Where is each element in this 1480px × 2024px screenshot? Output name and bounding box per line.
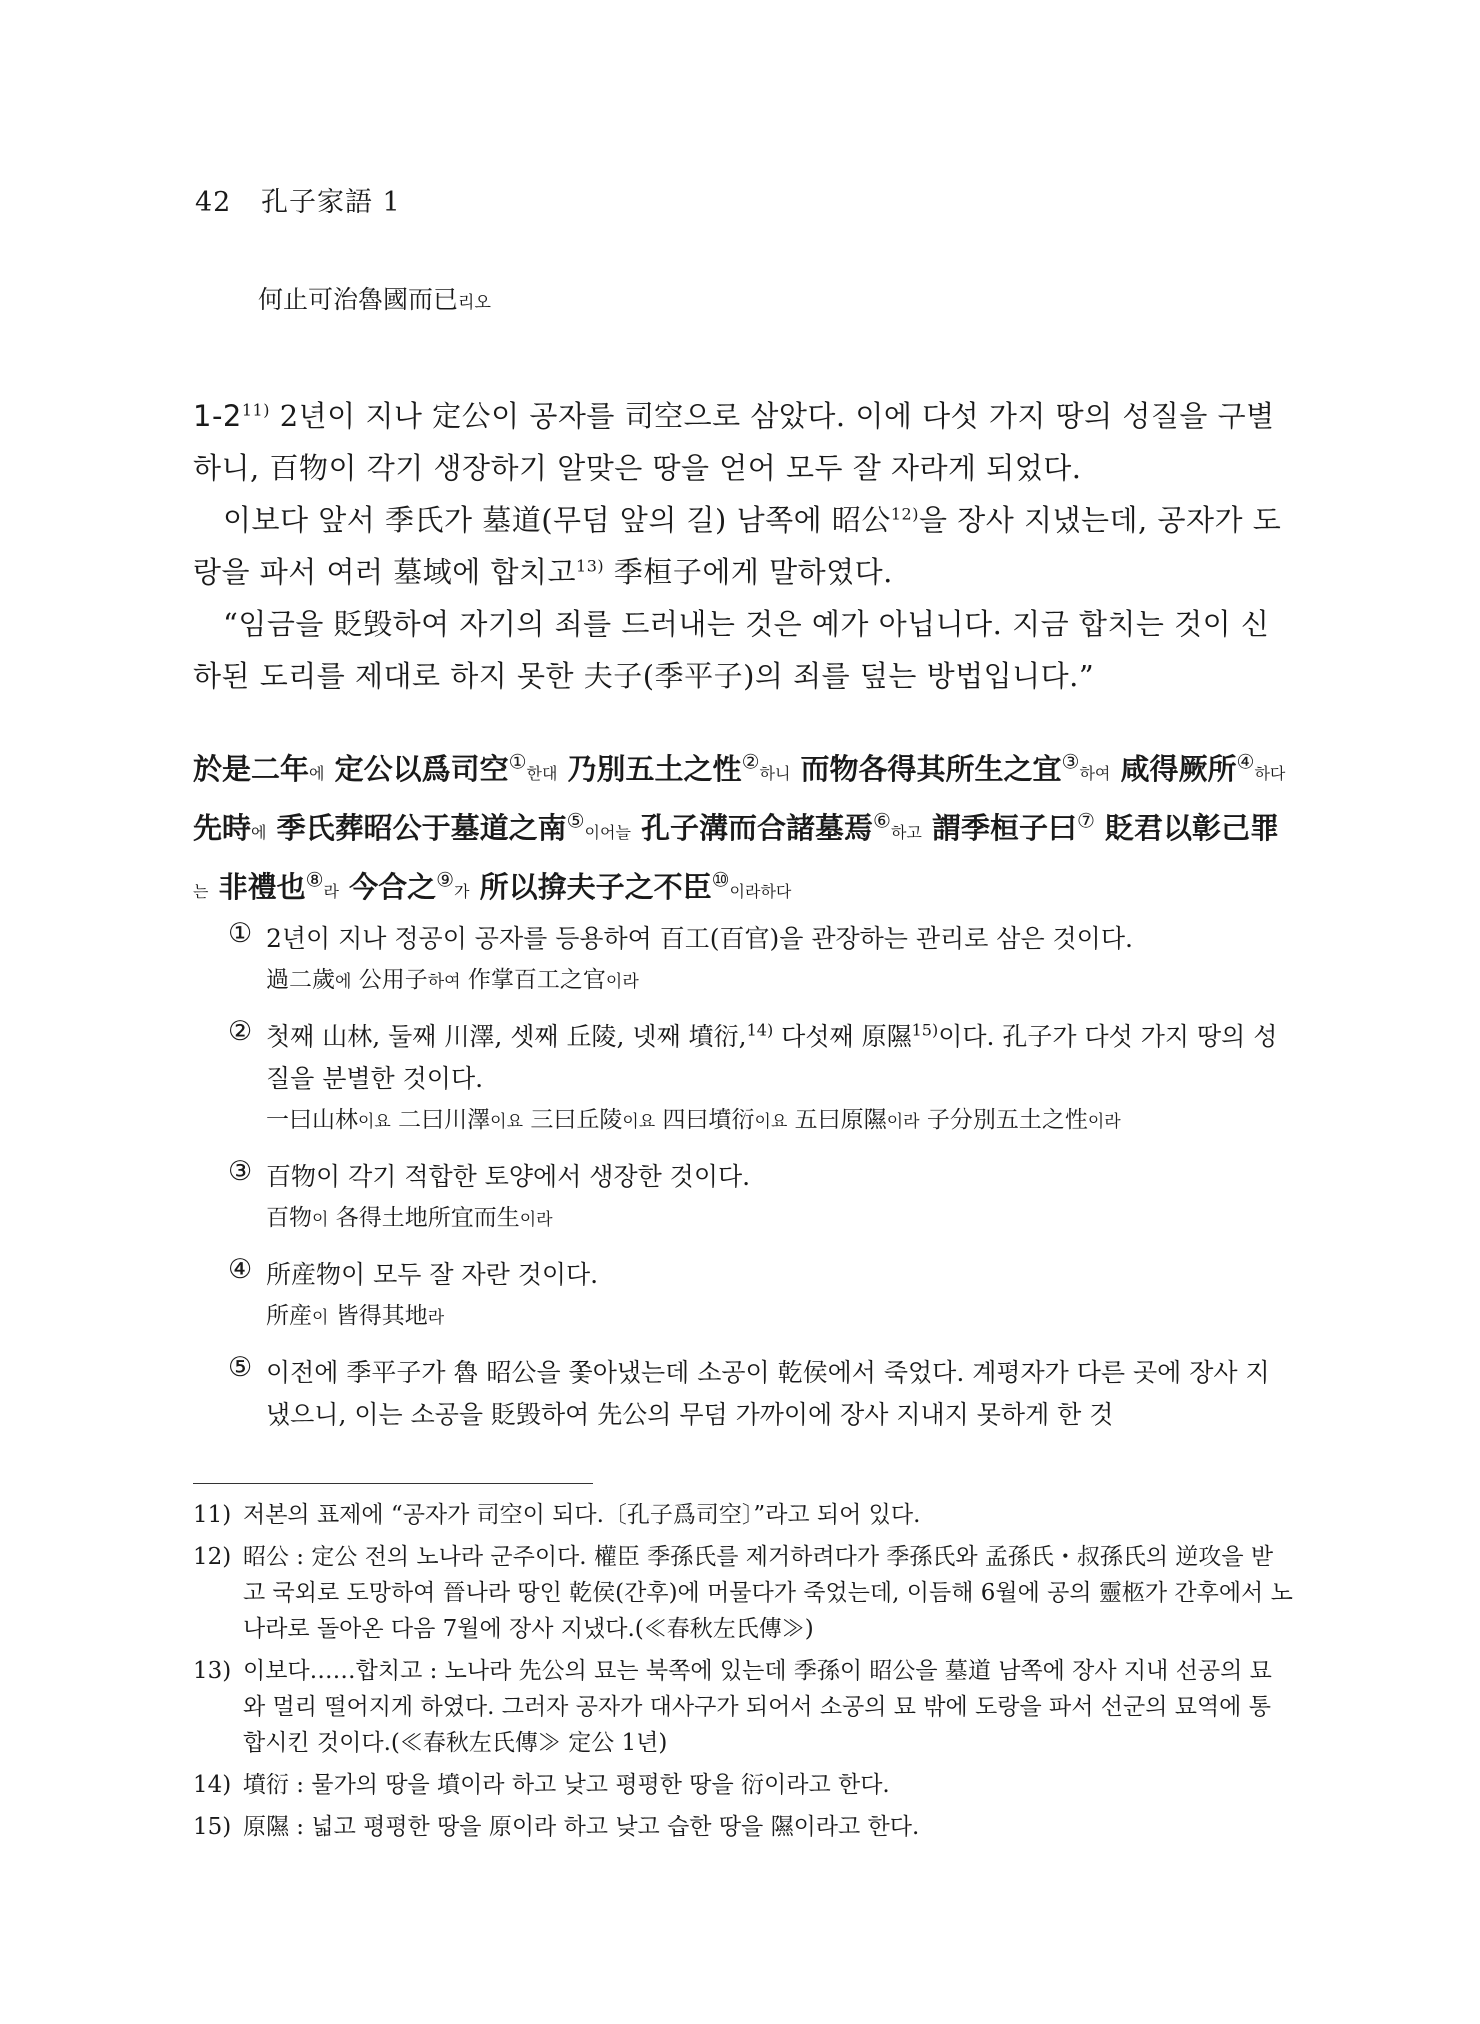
paragraph-1: [193, 390, 1293, 494]
particle: 이요: [754, 1112, 788, 1132]
classical-segment: 於是二年: [193, 752, 310, 786]
annotation-marker: ②: [228, 1016, 253, 1047]
annotation-classical: [266, 1296, 1293, 1338]
running-head: [195, 180, 401, 219]
classical-segment: 孔子溝而合諸墓焉: [630, 811, 874, 845]
classical-segment: 作掌百工之官: [460, 967, 606, 993]
annotation-list: [228, 918, 1293, 1450]
paragraph-2: [193, 494, 1293, 598]
classical-segment: 三曰丘陵: [523, 1107, 623, 1133]
particle: 라: [427, 1308, 445, 1328]
book-title: 孔子家語 1: [260, 187, 401, 218]
particle: 라: [323, 882, 339, 901]
annotation-item: [228, 1156, 1293, 1240]
footnote-text: 墳衍 : 물가의 땅을 墳이라 하고 낮고 평평한 땅을 衍이라고 한다.: [243, 1772, 890, 1798]
particle: 하다: [1254, 764, 1286, 783]
paragraph-text: 2년이 지나 定公이 공자를 司空으로 삼았다. 이에 다섯 가지 땅의 성질을 구별하니, 百物이 각기 생장하기 알맞은 땅을 얻어 모두 잘 자라게 되었다.: [193, 399, 1275, 485]
particle: 하여: [427, 972, 461, 992]
annotation-korean: [266, 1016, 1293, 1100]
classical-segment: 各得土地所宜而生: [328, 1205, 520, 1231]
footnote: [193, 1497, 1293, 1533]
paragraph-text: 이보다 앞서 季氏가 墓道(무덤 앞의 길) 남쪽에 昭公: [223, 503, 891, 537]
footnote-ref[interactable]: 15): [911, 1020, 939, 1040]
particle: 하여: [1079, 764, 1111, 783]
particle: 는: [193, 882, 209, 901]
footnote: [193, 1767, 1293, 1803]
footnote: [193, 1539, 1293, 1647]
annotation-classical: [266, 960, 1293, 1002]
note-marker[interactable]: ①: [508, 749, 527, 774]
particle: 이요: [622, 1112, 656, 1132]
particle: 이라: [519, 1210, 553, 1230]
classical-segment: 百物: [266, 1205, 312, 1231]
classical-segment: 四曰墳衍: [655, 1107, 755, 1133]
footnote-ref[interactable]: 14): [746, 1020, 774, 1040]
classical-segment: 子分別五土之性: [919, 1107, 1088, 1133]
classical-segment: 所産: [266, 1303, 312, 1329]
footnote: [193, 1809, 1293, 1845]
footnote-list: [193, 1497, 1293, 1851]
classical-segment: 季氏葬昭公于墓道之南: [266, 811, 567, 845]
annotation-korean: 이전에 季平子가 魯 昭公을 쫓아냈는데 소공이 乾侯에서 죽었다. 계평자가 다른 곳에 장사 지냈으니, 이는 소공을 貶毁하여 先公의 무덤 가까이에 장사 지내지 못하게 한 것: [266, 1358, 1270, 1429]
note-marker[interactable]: ⑦: [1076, 808, 1095, 833]
translation-body: [193, 390, 1293, 702]
classical-quote-line: [258, 280, 491, 316]
classical-segment: 五曰原隰: [787, 1107, 887, 1133]
particle: 이어늘: [584, 823, 631, 842]
footnote-number: 13): [193, 1658, 232, 1684]
note-marker[interactable]: ⑨: [436, 867, 455, 892]
particle: 에: [309, 764, 325, 783]
annotation-item: [228, 918, 1293, 1002]
annotation-text: 다섯째 原隰: [773, 1022, 912, 1051]
classical-segment: 乃別五土之性: [557, 752, 742, 786]
note-marker[interactable]: ⑤: [566, 808, 585, 833]
classical-segment: 二曰川澤: [390, 1107, 491, 1133]
particle: 한대: [526, 764, 558, 783]
annotation-text: 첫째 山林, 둘째 川澤, 셋째 丘陵, 넷째 墳衍,: [266, 1022, 747, 1051]
annotation-item: [228, 1016, 1293, 1142]
note-marker[interactable]: ②: [741, 749, 760, 774]
footnote-number: 15): [193, 1814, 232, 1840]
annotation-classical: [266, 1198, 1293, 1240]
annotation-item: [228, 1254, 1293, 1338]
footnote-text: 原隰 : 넓고 평평한 땅을 原이라 하고 낮고 습한 땅을 隰이라고 한다.: [243, 1814, 920, 1840]
annotation-korean: 所産物이 모두 잘 자란 것이다.: [266, 1260, 599, 1289]
footnote-number: 12): [193, 1544, 232, 1570]
classical-segment: 貶君以彰己罪: [1094, 811, 1280, 845]
footnote-text: 昭公 : 定公 전의 노나라 군주이다. 權臣 季孫氏를 제거하려다가 季孫氏와 孟孫氏・叔孫氏의 逆攻을 받고 국외로 도망하여 晉나라 땅인 乾侯(간후)에 머물다가 죽었는데, 이듬해 6월에 공의 靈柩가 간후에서 노나라로 돌아온 다음 7월에 장사 지냈다.(≪春秋左氏傳≫): [243, 1544, 1293, 1642]
classical-segment: 皆得其地: [328, 1303, 428, 1329]
quote-particle: 리오: [458, 293, 491, 313]
annotation-marker: ③: [228, 1156, 253, 1187]
classical-segment: 定公以爲司空: [324, 752, 509, 786]
classical-segment: 一曰山林: [266, 1107, 358, 1133]
annotation-classical: [266, 1100, 1293, 1142]
footnote-text: 저본의 표제에 “공자가 司空이 되다.〔孔子爲司空〕”라고 되어 있다.: [243, 1502, 921, 1528]
note-marker[interactable]: ⑩: [711, 867, 730, 892]
annotation-marker: ⑤: [228, 1352, 253, 1383]
classical-segment: 謂季桓子曰: [921, 811, 1077, 845]
annotation-marker: ④: [228, 1254, 253, 1285]
footnote-ref[interactable]: 11): [241, 400, 270, 420]
paragraph-text: 季桓子에게 말하였다.: [604, 555, 893, 589]
paragraph-text: 을 장사 지냈는데, 공자가 도랑을 파서 여러 墓域에 합치고: [193, 503, 1282, 589]
footnote: [193, 1653, 1293, 1761]
annotation-korean: 2년이 지나 정공이 공자를 등용하여 百工(百官)을 관장하는 관리로 삼은 것이다.: [266, 924, 1133, 953]
footnote-number: 11): [193, 1502, 232, 1528]
note-marker[interactable]: ③: [1061, 749, 1080, 774]
paragraph-3: “임금을 貶毁하여 자기의 죄를 드러내는 것은 예가 아닙니다. 지금 합치는 것이 신하된 도리를 제대로 하지 못한 夫子(季平子)의 죄를 덮는 방법입니다.”: [193, 607, 1270, 693]
note-marker[interactable]: ⑥: [873, 808, 891, 833]
particle: 이라: [1087, 1112, 1121, 1132]
particle: 이라: [605, 972, 639, 992]
particle: 가: [454, 882, 470, 901]
particle: 하니: [759, 764, 791, 783]
particle: 이: [312, 1210, 329, 1230]
footnote-number: 14): [193, 1772, 232, 1798]
note-marker[interactable]: ⑧: [305, 867, 324, 892]
classical-segment: 所以揜夫子之不臣: [469, 870, 712, 904]
annotation-text: 이다. 孔子가 다섯 가지 땅의 성질을 분별한 것이다.: [266, 1022, 1278, 1093]
classical-segment: 先時: [193, 811, 252, 845]
quote-text: 何止可治魯國而已: [258, 285, 459, 314]
classical-segment: 今合之: [338, 870, 437, 904]
particle: 이요: [358, 1112, 391, 1132]
page-number: 42: [195, 187, 232, 218]
particle: 이: [312, 1308, 329, 1328]
footnote-ref[interactable]: 13): [576, 556, 605, 576]
classical-segment: 非禮也: [208, 870, 306, 904]
footnote-separator: [193, 1483, 593, 1484]
footnote-ref[interactable]: 12): [890, 504, 919, 524]
particle: 하고: [890, 823, 922, 842]
footnote-text: 이보다……합치고 : 노나라 先公의 묘는 북쪽에 있는데 季孫이 昭公을 墓道 남쪽에 장사 지내 선공의 묘와 멀리 떨어지게 하였다. 그러자 공자가 대사구가 되어서 소공의 묘 밖에 도랑을 파서 선군의 묘역에 통합시킨 것이다.(≪春秋左氏傳≫ 定公 1년): [243, 1658, 1272, 1756]
note-marker[interactable]: ④: [1236, 749, 1255, 774]
particle: 에: [251, 823, 267, 842]
particle: 이요: [490, 1112, 524, 1132]
annotation-item: [228, 1352, 1293, 1436]
particle: 에: [335, 972, 352, 992]
classical-text-block: [193, 742, 1293, 919]
annotation-marker: ①: [228, 918, 253, 949]
classical-segment: 咸得厥所: [1110, 752, 1237, 786]
classical-segment: 而物各得其所生之宜: [790, 752, 1062, 786]
annotation-korean: 百物이 각기 적합한 토양에서 생장한 것이다.: [266, 1162, 751, 1191]
particle: 이라하다: [729, 882, 792, 901]
particle: 이라: [886, 1112, 920, 1132]
classical-segment: 公用子: [351, 967, 428, 993]
section-id: 1-2: [193, 399, 242, 433]
classical-segment: 過二歲: [266, 967, 335, 993]
